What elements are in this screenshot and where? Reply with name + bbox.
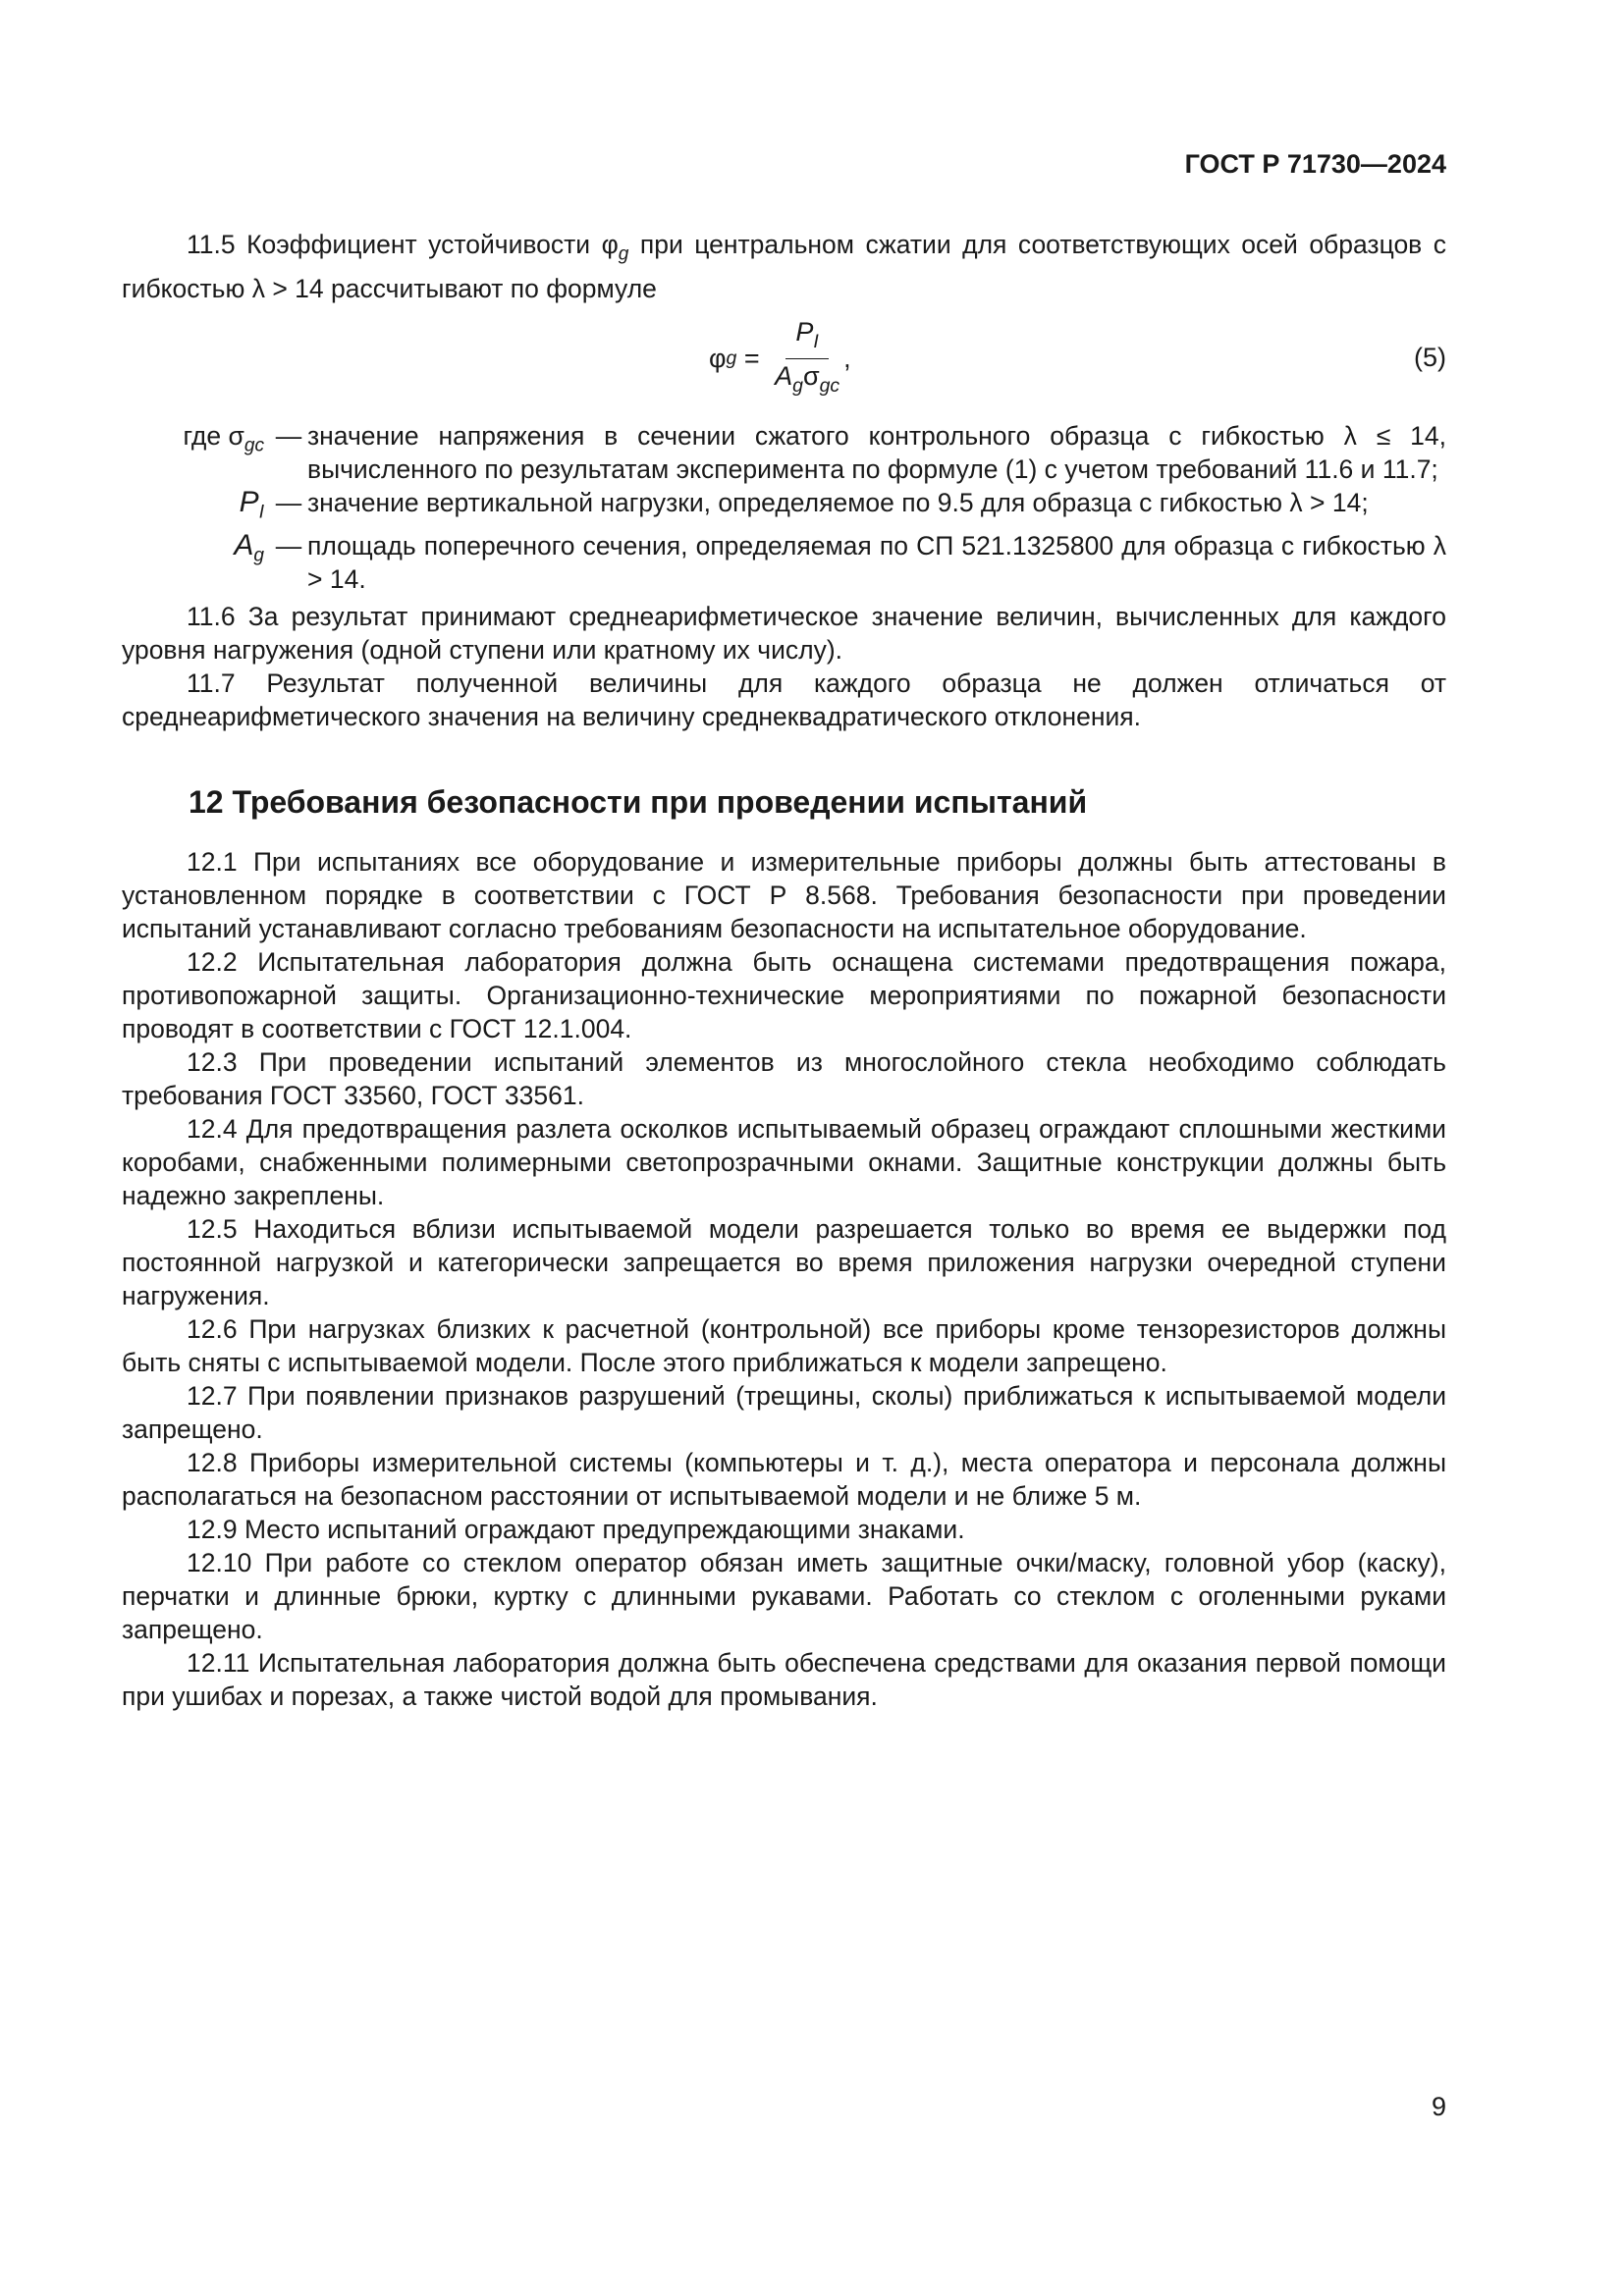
paragraph-11-5	[122, 228, 1446, 305]
paragraph-12-7: 12.7 При появлении признаков разрушений (трещины, сколы) приближаться к испытываемой модели запрещено.	[122, 1381, 1446, 1445]
definition-text: площадь поперечного сечения, определяемая по СП 521.1325800 для образца с гибкостью λ > 14.	[307, 531, 1446, 595]
definition-symbol-main: P	[239, 485, 259, 518]
paragraph-12-10: 12.10 При работе со стеклом оператор обязан иметь защитные очки/маску, головной убор (каску), перчатки и длинные брюки, куртку с длинными рукавами. Работать со стеклом с оголенными руками запрещено.	[122, 1548, 1446, 1645]
paragraph-12-1: 12.1 При испытаниях все оборудование и измерительные приборы должны быть аттестованы в установленном порядке в соответствии с ГОСТ Р 8.568. Требования безопасности при проведении испытаний устанавливают согласно требованиям безопасности на испытательное оборудование.	[122, 847, 1446, 944]
numerator-symbol: P	[795, 316, 814, 347]
formula-equals: =	[736, 344, 768, 374]
paragraph-12-5: 12.5 Находиться вблизи испытываемой модели разрешается только во время ее выдержки под постоянной нагрузкой и категорически запрещается во время приложения нагрузки очередной ступени нагружения.	[122, 1214, 1446, 1311]
formula-5	[122, 311, 1446, 409]
formula-numerator	[785, 317, 828, 360]
formula-denominator	[775, 359, 839, 400]
page-number: 9	[1431, 2092, 1446, 2121]
denominator-area-symbol: A	[775, 361, 793, 392]
definition-symbol	[122, 419, 270, 486]
numerator-subscript: I	[813, 330, 819, 352]
paragraph-12-2: 12.2 Испытательная лаборатория должна быть оснащена системами предотвращения пожара, противопожарной защиты. Организационно-технические мероприятиями по пожарной безопасности проводят в соответствии с ГОСТ 12.1.004.	[122, 947, 1446, 1044]
definition-symbol-subscript: gc	[244, 435, 264, 456]
definition-dash: —	[275, 531, 302, 561]
denominator-area-subscript: g	[792, 375, 803, 398]
denominator-sigma-symbol: σ	[802, 361, 820, 392]
paragraph-11-7: 11.7 Результат полученной величины для каждого образца не должен отличаться от среднеарифметического значения на величину среднеквадратического отклонения.	[122, 668, 1446, 732]
section-12-heading: 12 Требования безопасности при проведении испытаний	[189, 784, 1088, 821]
paragraph-12-4: 12.4 Для предотвращения разлета осколков испытываемый образец ограждают сплошными жесткими коробами, снабженными полимерными светопрозрачными окнами. Защитные конструкции должны быть надежно закреплены.	[122, 1114, 1446, 1211]
paragraph-12-3: 12.3 При проведении испытаний элементов из многослойного стекла необходимо соблюдать требования ГОСТ 33560, ГОСТ 33561.	[122, 1047, 1446, 1111]
formula-expression	[709, 317, 851, 401]
denominator-sigma-subscript: gc	[819, 375, 840, 398]
definition-symbol	[122, 529, 270, 596]
where-prefix: где	[183, 420, 229, 451]
symbol-definitions	[122, 419, 1446, 597]
formula-lhs-subscript: g	[726, 347, 737, 370]
definition-symbol	[122, 486, 270, 530]
definition-text: значение напряжения в сечении сжатого контрольного образца с гибкостью λ ≤ 14, вычисленного по результатам эксперимента по формуле (1) с учетом требований 11.6 и 11.7;	[307, 420, 1446, 484]
paragraph-11-6: 11.6 За результат принимают среднеарифметическое значение величин, вычисленных для каждого уровня нагружения (одной ступени или кратному их числу).	[122, 602, 1446, 666]
definition-row-a-g	[122, 529, 1446, 596]
definition-dash: —	[275, 420, 302, 451]
definition-dash: —	[275, 487, 302, 517]
definition-symbol-main: A	[234, 529, 254, 562]
formula-comma: ,	[843, 344, 851, 374]
definition-symbol-main: σ	[228, 420, 244, 451]
formula-number: (5)	[1414, 342, 1446, 372]
definition-symbol-subscript: I	[258, 502, 264, 523]
formula-lhs: φ	[709, 344, 727, 374]
definition-text: значение вертикальной нагрузки, определяемое по 9.5 для образца с гибкостью λ > 14;	[307, 487, 1369, 517]
definition-row-sigma-gc	[122, 419, 1446, 486]
paragraph-12-9: 12.9 Место испытаний ограждают предупреждающими знаками.	[187, 1515, 965, 1545]
definition-symbol-subscript: g	[253, 546, 264, 567]
document-header-standard: ГОСТ Р 71730—2024	[1184, 149, 1446, 179]
paragraph-12-11: 12.11 Испытательная лаборатория должна быть обеспечена средствами для оказания первой помощи при ушибах и порезах, а также чистой водой для промывания.	[122, 1648, 1446, 1712]
formula-fraction	[775, 317, 839, 401]
paragraph-12-6: 12.6 При нагрузках близких к расчетной (контрольной) все приборы кроме тензорезисторов должны быть сняты с испытываемой модели. После этого приближаться к модели запрещено.	[122, 1314, 1446, 1378]
paragraph-11-5-text-pre: 11.5 Коэффициент устойчивости	[187, 230, 602, 259]
paragraph-11-5-text-post: при центральном сжатии для соответствующих осей образцов с гибкостью λ > 14 рассчитывают по формуле	[122, 230, 1446, 303]
phi-symbol: φ	[601, 230, 619, 259]
paragraph-12-8: 12.8 Приборы измерительной системы (компьютеры и т. д.), места оператора и персонала должны располагаться на безопасном расстоянии от испытываемой модели и не ближе 5 м.	[122, 1448, 1446, 1512]
page-content	[122, 228, 1446, 1713]
phi-subscript: g	[618, 243, 629, 265]
definition-row-p-i	[122, 486, 1446, 530]
